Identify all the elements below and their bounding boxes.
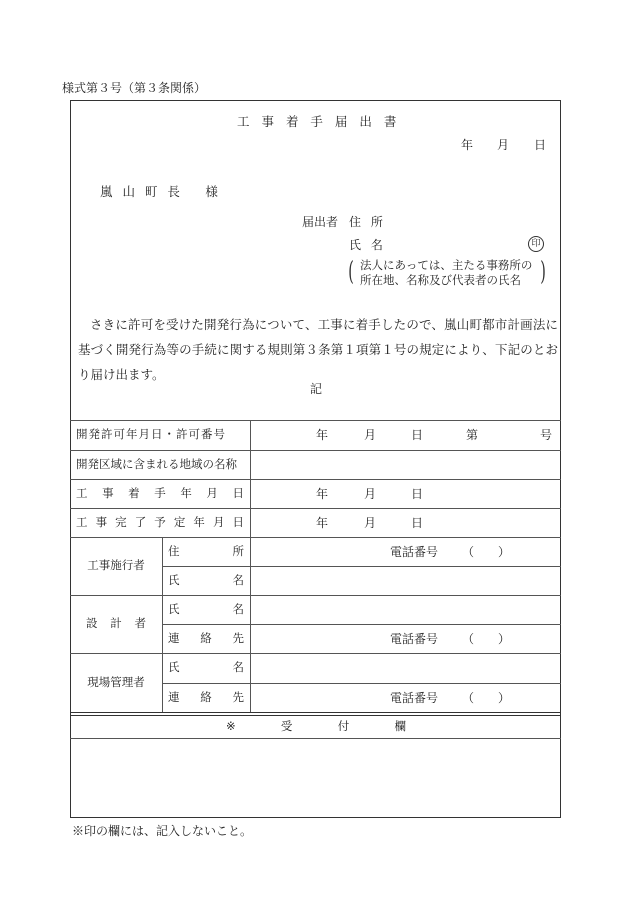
reception-box bbox=[71, 739, 560, 817]
contractor-address-label: 住 所 bbox=[168, 543, 244, 558]
completion-year: 年 bbox=[316, 516, 329, 530]
designer-phone-paren: （ ） bbox=[462, 632, 511, 646]
date-month: 月 bbox=[497, 138, 510, 152]
contractor-phone-label: 電話番号 bbox=[390, 545, 439, 559]
form-title: 工 事 着 手 届 出 書 bbox=[237, 114, 401, 129]
designer-label: 設 計 者 bbox=[86, 616, 146, 631]
contractor-label: 工事施行者 bbox=[87, 558, 145, 573]
applicant-name-label: 氏 名 bbox=[349, 238, 386, 252]
permit-go: 号 bbox=[540, 428, 553, 442]
right-paren-icon: ) bbox=[540, 257, 546, 287]
permit-month: 月 bbox=[364, 428, 377, 442]
start-day: 日 bbox=[411, 487, 424, 501]
corp-note-line2: 所在地、名称及び代表者の氏名 bbox=[360, 273, 521, 287]
start-date-label: 工 事 着 手 年 月 日 bbox=[76, 485, 244, 500]
date-year: 年 bbox=[461, 138, 474, 152]
permit-day: 日 bbox=[411, 428, 424, 442]
site-manager-label: 現場管理者 bbox=[87, 674, 145, 689]
contractor-name-label: 氏 名 bbox=[168, 572, 244, 587]
site-manager-phone-paren: （ ） bbox=[462, 691, 511, 705]
seal-icon: 印 bbox=[528, 236, 544, 252]
site-manager-name-label: 氏 名 bbox=[168, 660, 244, 675]
site-manager-contact-label: 連 絡 先 bbox=[168, 689, 244, 704]
designer-phone-label: 電話番号 bbox=[390, 632, 439, 646]
contractor-phone-paren: （ ） bbox=[462, 545, 511, 559]
site-manager-phone-label: 電話番号 bbox=[390, 691, 439, 705]
designer-name-label: 氏 名 bbox=[168, 601, 244, 616]
permit-year: 年 bbox=[316, 428, 329, 442]
left-paren-icon: ( bbox=[348, 257, 354, 287]
body-paragraph: さきに許可を受けた開発行為について、工事に着手したので、嵐山町都市計画法に基づく開発行為等の手続に関する規則第３条第１項第１号の規定により、下記のとおり届け出ます。 bbox=[78, 317, 558, 382]
addressee: 嵐 山 町 長 様 bbox=[100, 184, 221, 199]
applicant-address-label: 住 所 bbox=[349, 215, 386, 229]
ki-label: 記 bbox=[310, 382, 323, 396]
start-year: 年 bbox=[316, 487, 329, 501]
corp-note-line1: 法人にあっては、主たる事務所の bbox=[360, 258, 533, 272]
completion-day: 日 bbox=[411, 516, 424, 530]
completion-month: 月 bbox=[364, 516, 377, 530]
form-number: 様式第３号（第３条関係） bbox=[62, 81, 207, 95]
permit-date-number-label: 開発許可年月日・許可番号 bbox=[76, 427, 226, 442]
start-month: 月 bbox=[364, 487, 377, 501]
date-day: 日 bbox=[534, 138, 547, 152]
footnote: ※印の欄には、記入しないこと。 bbox=[72, 824, 253, 838]
applicant-label: 届出者 bbox=[302, 215, 339, 229]
designer-contact-label: 連 絡 先 bbox=[168, 630, 244, 645]
area-name-label: 開発区域に含まれる地域の名称 bbox=[76, 456, 237, 471]
permit-dai: 第 bbox=[466, 428, 479, 442]
completion-date-label: 工 事 完 了 予 定 年 月 日 bbox=[76, 514, 244, 529]
reception-label: ※ 受 付 欄 bbox=[226, 718, 406, 733]
